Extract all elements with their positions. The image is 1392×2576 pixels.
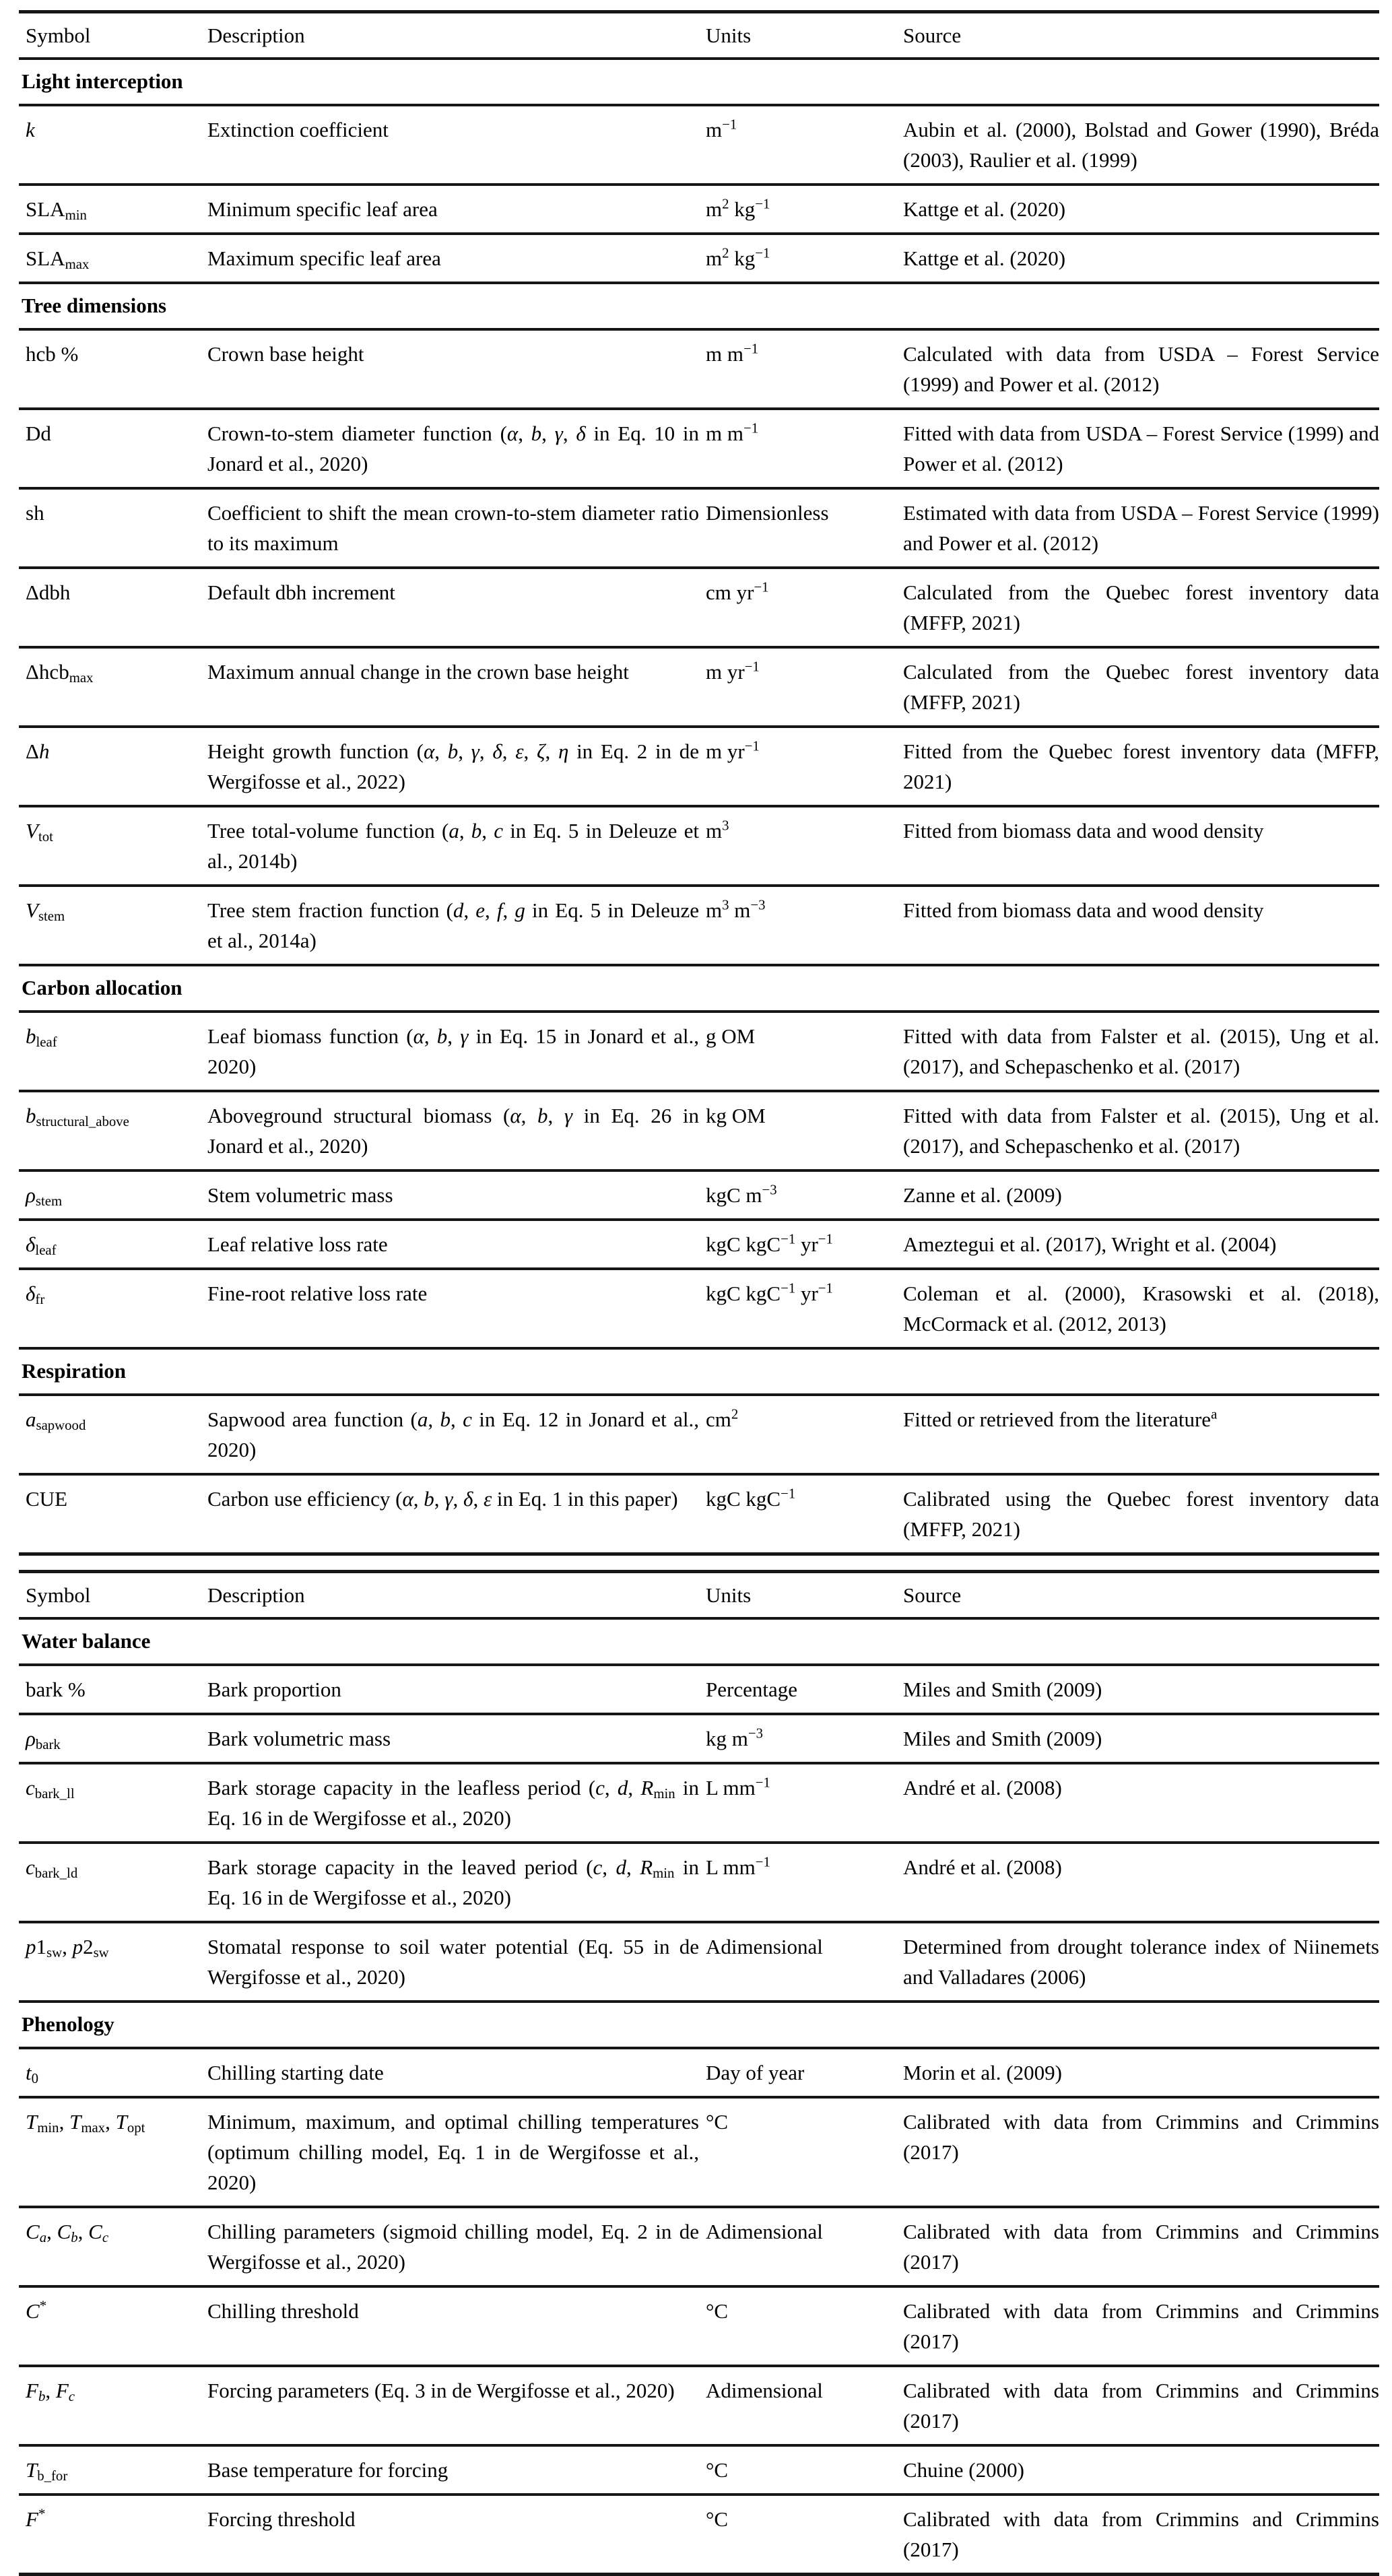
table-row [19,2367,1379,2447]
description-cell: Bark volumetric mass [207,1727,391,1750]
column-header-description: Description [207,24,305,47]
table-row [19,490,1379,569]
source-cell: André et al. (2008) [903,1776,1062,1799]
section-title: Tree dimensions [22,294,167,317]
units-cell: $m^3$ $m^{-3}$ [706,897,766,922]
source-cell: Calculated with data from USDA – Forest Service (1999) and Power et al. (2012) [903,342,1379,396]
table-part-separator [19,1556,1379,1570]
table-row [19,649,1379,728]
table-row [19,1923,1379,2003]
symbol-cell: $a_{sapwood}$ [26,1408,86,1434]
description-cell: Sapwood area function (a, b, c in Eq. 12 in Jonard et al., 2020) [207,1408,700,1461]
source-cell: Chuine (2000) [903,2458,1024,2482]
symbol-cell: C* [26,2298,47,2323]
table-row [19,1844,1379,1923]
units-cell: $m^{-1}$ [706,117,737,141]
table-row [19,331,1379,410]
symbol-cell: $c_{bark\_ld}$ [26,1855,78,1882]
units-cell: $cm^2$ [706,1406,739,1431]
symbol-cell: Δdbh [26,581,71,604]
source-cell: Calibrated using the Quebec forest inventory data (MFFP, 2021) [903,1487,1379,1541]
symbol-cell: $b_{structural\_above}$ [26,1104,129,1130]
source-cell: Calibrated with data from Crimmins and Crimmins (2017) [903,2379,1379,2433]
table-row [19,1221,1379,1270]
description-cell: Bark storage capacity in the leafless period (c, d, $R_{min}$ in Eq. 16 in de Wergifosse et al., 2020) [207,1776,700,1830]
column-header-symbol: Symbol [26,24,91,47]
table-row [19,410,1379,490]
description-cell: Maximum annual change in the crown base height [207,660,629,684]
symbol-cell: $SLA_{max}$ [26,246,90,273]
description-cell: Minimum specific leaf area [207,197,438,221]
table-row [19,1270,1379,1350]
description-cell: Stem volumetric mass [207,1183,393,1207]
description-cell: Crown-to-stem diameter function (α, b, γ, δ in Eq. 10 in Jonard et al., 2020) [207,422,699,475]
section-header-row [19,284,1379,331]
description-cell: Chilling threshold [207,2299,359,2323]
table-row [19,1396,1379,1476]
units-cell: Adimensional [706,2220,823,2243]
section-header-row [19,1620,1379,1666]
section-title: Respiration [22,1359,126,1383]
header-row [19,1573,1379,1620]
section-header-row [19,1350,1379,1396]
source-cell: Calibrated with data from Crimmins and Crimmins (2017) [903,2110,1379,2164]
units-cell: m $m^{-1}$ [706,420,759,445]
description-cell: Base temperature for forcing [207,2458,449,2482]
units-cell: $m^2$ $kg^{-1}$ [706,196,770,221]
description-cell: Leaf relative loss rate [207,1232,388,1256]
source-cell: Fitted from biomass data and wood density [903,819,1264,843]
table-row [19,2288,1379,2367]
source-cell: Coleman et al. (2000), Krasowski et al. (2018), McCormack et al. (2012, 2013) [903,1282,1379,1335]
source-cell: Kattge et al. (2020) [903,197,1066,221]
description-cell: Crown base height [207,342,364,366]
table-row [19,1764,1379,1844]
symbol-cell: $c_{bark\_ll}$ [26,1776,75,1802]
description-cell: Aboveground structural biomass (α, b, γ in Eq. 26 in Jonard et al., 2020) [207,1104,699,1158]
source-cell: Fitted with data from Falster et al. (2015), Ung et al. (2017), and Schepaschenko et al. (2017) [903,1104,1379,1158]
symbol-cell: $T_{min}$, $T_{max}$, $T_{opt}$ [26,2110,145,2136]
units-cell: Day of year [706,2061,805,2084]
section-title: Carbon allocation [22,976,183,999]
table-row [19,569,1379,649]
source-cell: Fitted with data from Falster et al. (2015), Ung et al. (2017), and Schepaschenko et al. (2017) [903,1024,1379,1078]
section-title: Phenology [22,2012,114,2036]
description-cell: Stomatal response to soil water potential (Eq. 55 in de Wergifosse et al., 2020) [207,1935,699,1989]
description-cell: Forcing parameters (Eq. 3 in de Wergifosse et al., 2020) [207,2379,675,2402]
description-cell: Chilling parameters (sigmoid chilling model, Eq. 2 in de Wergifosse et al., 2020) [207,2220,699,2274]
units-cell: °C [706,2507,729,2531]
symbol-cell: $V_{tot}$ [26,819,53,845]
units-cell: kgC kgC$^{-1}$ $yr^{-1}$ [706,1280,833,1305]
source-cell: Calculated from the Quebec forest inventory data (MFFP, 2021) [903,581,1379,634]
units-cell: m $yr^{-1}$ [706,738,760,763]
units-cell: kg OM [706,1104,766,1127]
symbol-cell: $F_b$, $F_c$ [26,2379,75,2405]
table-part [19,10,1379,1556]
description-cell: Coefficient to shift the mean crown-to-stem diameter ratio to its maximum [207,501,699,555]
description-cell: Carbon use efficiency (α, b, γ, δ, ε in Eq. 1 in this paper) [207,1487,678,1511]
table-row [19,728,1379,807]
column-header-description: Description [207,1583,305,1607]
units-cell: kgC $m^{-3}$ [706,1182,777,1207]
units-cell: m $yr^{-1}$ [706,659,760,684]
description-cell: Tree total-volume function (a, b, c in Eq. 5 in Deleuze et al., 2014b) [207,819,700,873]
units-cell: °C [706,2458,729,2482]
table-row [19,1666,1379,1715]
symbol-cell: $C_a$, $C_b$, $C_c$ [26,2220,109,2246]
symbol-cell: $\rho_{stem}$ [26,1183,63,1210]
source-cell: Zanne et al. (2009) [903,1183,1062,1207]
source-cell: Ameztegui et al. (2017), Wright et al. (2004) [903,1232,1277,1256]
table-row [19,2447,1379,2496]
source-cell: Calculated from the Quebec forest inventory data (MFFP, 2021) [903,660,1379,714]
source-cell: Calibrated with data from Crimmins and Crimmins (2017) [903,2507,1379,2561]
source-cell: Miles and Smith (2009) [903,1727,1102,1750]
source-cell: Kattge et al. (2020) [903,246,1066,270]
units-cell: $m^2$ $kg^{-1}$ [706,245,770,270]
description-cell: Chilling starting date [207,2061,384,2084]
section-title: Light interception [22,69,183,93]
units-cell: kg $m^{-3}$ [706,1725,763,1750]
units-cell: L $mm^{-1}$ [706,1775,770,1799]
description-cell: Bark storage capacity in the leaved period (c, d, $R_{min}$ in Eq. 16 in de Wergifosse et al., 2020) [207,1855,700,1909]
table-row [19,1092,1379,1172]
source-cell: Aubin et al. (2000), Bolstad and Gower (1990), Bréda (2003), Raulier et al. (1999) [903,118,1379,172]
description-cell: Leaf biomass function (α, b, γ in Eq. 15 in Jonard et al., 2020) [207,1024,699,1078]
table-row [19,1476,1379,1556]
parameters-table [19,10,1379,2576]
table-row [19,2049,1379,2099]
units-cell: L $mm^{-1}$ [706,1854,770,1879]
header-row [19,13,1379,60]
units-cell: Adimensional [706,1935,823,1958]
table-row [19,186,1379,235]
description-cell: Tree stem fraction function (d, e, f, g in Eq. 5 in Deleuze et al., 2014a) [207,898,700,952]
source-cell: Calibrated with data from Crimmins and Crimmins (2017) [903,2220,1379,2274]
source-cell: Determined from drought tolerance index of Niinemets and Valladares (2006) [903,1935,1379,1989]
table-row [19,2208,1379,2288]
table-row [19,106,1379,186]
column-header-source: Source [903,1583,962,1607]
units-cell: °C [706,2110,729,2134]
source-cell: Fitted or retrieved from the literature$^a$ [903,1406,1218,1431]
table-row [19,1172,1379,1221]
table-row [19,887,1379,966]
column-header-units: Units [706,1583,752,1607]
description-cell: Bark proportion [207,1678,341,1701]
description-cell: Height growth function (α, b, γ, δ, ε, ζ, η in Eq. 2 in de Wergifosse et al., 2022) [207,739,700,793]
symbol-cell: $\delta_{leaf}$ [26,1232,57,1259]
symbol-cell: $p1_{sw}$, $p2_{sw}$ [26,1935,109,1961]
source-cell: Fitted from biomass data and wood density [903,898,1264,922]
description-cell: Fine-root relative loss rate [207,1282,428,1305]
units-cell: $m^3$ [706,818,729,843]
units-cell: °C [706,2299,729,2323]
table-row [19,1715,1379,1764]
source-cell: André et al. (2008) [903,1855,1062,1879]
source-cell: Fitted from the Quebec forest inventory data (MFFP, 2021) [903,739,1379,793]
column-header-symbol: Symbol [26,1583,91,1607]
description-cell: Minimum, maximum, and optimal chilling temperatures (optimum chilling model, Eq. 1 in de Wergifosse et al., 2020) [207,2110,699,2194]
section-title: Water balance [22,1629,151,1653]
table-row [19,2496,1379,2576]
table-row [19,235,1379,284]
symbol-cell: CUE [26,1487,67,1511]
column-header-units: Units [706,24,752,47]
section-header-row [19,966,1379,1013]
symbol-cell: $SLA_{min}$ [26,197,87,224]
symbol-cell: $b_{leaf}$ [26,1024,57,1051]
units-cell: Dimensionless [706,501,829,525]
table-row [19,807,1379,887]
symbol-cell: bark % [26,1678,86,1701]
source-cell: Calibrated with data from Crimmins and Crimmins (2017) [903,2299,1379,2353]
symbol-cell: $\rho_{bark}$ [26,1727,61,1753]
description-cell: Maximum specific leaf area [207,246,441,270]
symbol-cell: $V_{stem}$ [26,898,65,925]
units-cell: kgC kgC$^{-1}$ $yr^{-1}$ [706,1231,833,1256]
section-header-row [19,2003,1379,2049]
symbol-cell: $T_{b\_for}$ [26,2458,68,2484]
units-cell: m $m^{-1}$ [706,341,759,366]
description-cell: Forcing threshold [207,2507,356,2531]
symbol-cell: Δhcb$_{max}$ [26,660,94,686]
source-cell: Morin et al. (2009) [903,2061,1062,2084]
column-header-source: Source [903,24,962,47]
source-cell: Estimated with data from USDA – Forest Service (1999) and Power et al. (2012) [903,501,1379,555]
symbol-cell: $t_0$ [26,2061,39,2087]
section-header-row [19,60,1379,106]
symbol-cell: Δh [26,739,50,763]
source-cell: Fitted with data from USDA – Forest Service (1999) and Power et al. (2012) [903,422,1379,475]
symbol-cell: Dd [26,422,51,445]
source-cell: Miles and Smith (2009) [903,1678,1102,1701]
description-cell: Extinction coefficient [207,118,389,141]
units-cell: g OM [706,1024,756,1048]
table-row [19,2099,1379,2208]
units-cell: kgC kgC$^{-1}$ [706,1486,796,1511]
table-row [19,1013,1379,1092]
symbol-cell: F* [26,2506,46,2531]
description-cell: Default dbh increment [207,581,395,604]
units-cell: Adimensional [706,2379,823,2402]
units-cell: cm $yr^{-1}$ [706,579,769,604]
symbol-cell: sh [26,501,44,525]
units-cell: Percentage [706,1678,797,1701]
symbol-cell: $\delta_{fr}$ [26,1282,45,1308]
symbol-cell: k [26,118,35,141]
symbol-cell: hcb % [26,342,79,366]
table-part [19,1570,1379,2576]
